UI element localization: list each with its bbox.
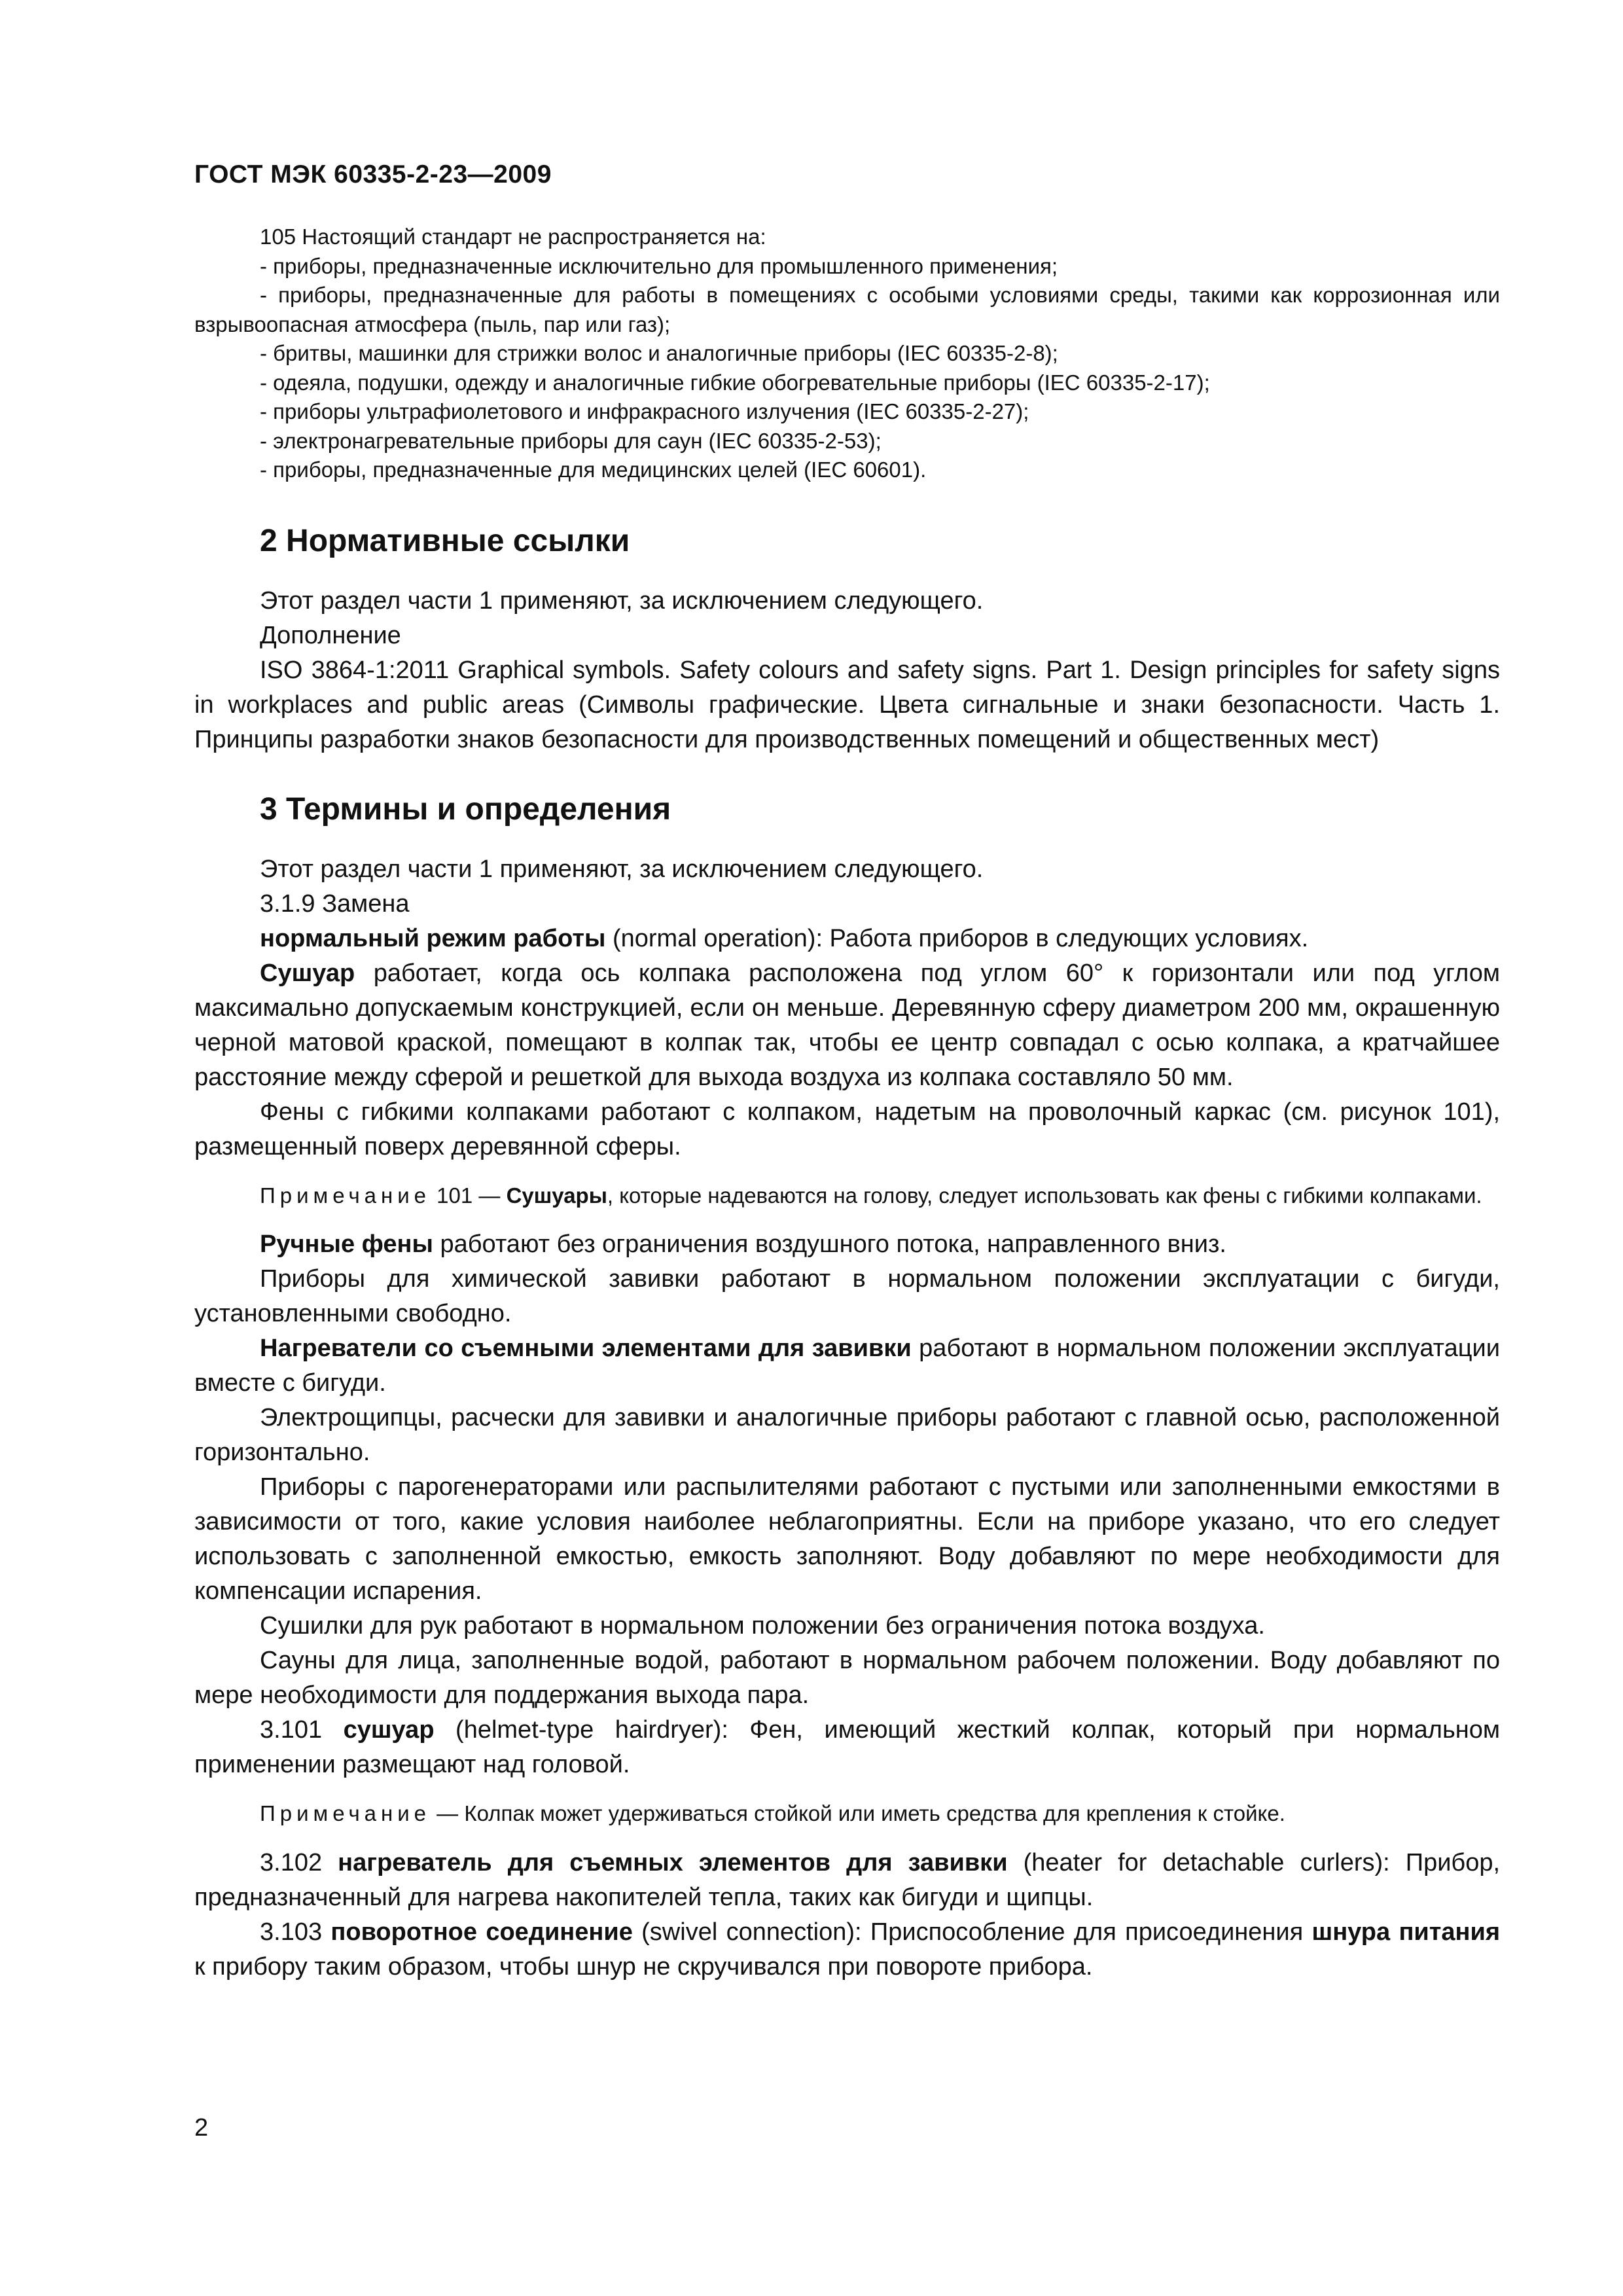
definition-3-101 — [194, 1713, 1500, 1782]
paragraph: Сушилки для рук работают в нормальном положении без ограничения потока воздуха. — [260, 1612, 1265, 1640]
paragraph: Фены с гибкими колпаками работают с колпаком, надетым на проволочный каркас (см. рисунок 101), размещенный поверх деревянной сферы. — [194, 1098, 1500, 1160]
note-text: , которые надеваются на голову, следует использовать как фены с гибкими колпаками. — [607, 1183, 1482, 1208]
paragraph: Сауны для лица, заполненные водой, работают в нормальном рабочем положении. Воду добавляют по мере необходимости для поддержания выхода пара. — [194, 1647, 1500, 1709]
definition-3-102 — [194, 1846, 1500, 1915]
document-content — [194, 223, 1500, 1984]
scope-line: - бритвы, машинки для стрижки волос и аналогичные приборы (IEC 60335-2-8); — [260, 341, 1058, 365]
scope-line: - одеяла, подушки, одежду и аналогичные гибкие обогревательные приборы (IEC 60335-2-17); — [260, 370, 1210, 395]
scope-line: - приборы ультрафиолетового и инфракрасного излучения (IEC 60335-2-27); — [260, 399, 1029, 423]
definition-number: 3.103 — [260, 1918, 331, 1946]
paragraph: Дополнение — [260, 621, 401, 649]
definition-3-103 — [194, 1915, 1500, 1984]
term-bold: поворотное соединение — [330, 1918, 633, 1946]
term-bold: Ручные фены — [260, 1230, 433, 1258]
paragraph: Этот раздел части 1 применяют, за исключением следующего. — [260, 855, 984, 883]
document-header: ГОСТ МЭК 60335-2-23—2009 — [194, 160, 552, 188]
term-text: работают в нормальном положении эксплуатации вместе с бигуди. — [194, 1335, 1500, 1397]
section-3-body — [194, 852, 1500, 1984]
note-101 — [194, 1181, 1500, 1211]
paragraph: ISO 3864-1:2011 Graphical symbols. Safety colours and safety signs. Part 1. Design principles for safety signs in workplaces and public areas (Символы графические. Цвета сигнальные и знаки безопасности. Часть 1. Принципы разработки знаков безопасности для производственных помещений и общественных мест) — [194, 656, 1500, 753]
page-number: 2 — [194, 2114, 209, 2142]
term-bold: шнура питания — [1311, 1918, 1501, 1946]
scope-line: - приборы, предназначенные для работы в помещениях с особыми условиями среды, такими как коррозионная или взрывоопасная атмосфера (пыль, пар или газ); — [194, 283, 1500, 336]
paragraph: 3.1.9 Замена — [260, 889, 410, 918]
section-2-heading: 2 Нормативные ссылки — [260, 523, 630, 558]
term-bold: сушуар — [343, 1716, 435, 1744]
note-bold: Сушуары — [506, 1183, 607, 1208]
section-2-body — [194, 584, 1500, 757]
note — [194, 1799, 1500, 1829]
term-bold: нормальный режим работы — [260, 924, 606, 952]
definition-number: 3.101 — [260, 1716, 344, 1744]
term-bold: Сушуар — [260, 959, 355, 987]
paragraph — [194, 956, 1500, 1095]
scope-list — [194, 223, 1500, 485]
term-text: работают без ограничения воздушного потока, направленного вниз. — [433, 1230, 1226, 1258]
section-3-heading: 3 Термины и определения — [260, 791, 671, 827]
paragraph: Приборы с парогенераторами или распылителями работают с пустыми или заполненными емкостями в зависимости от того, какие условия наиболее неблагоприятны. Если на приборе указано, что его следует использовать с заполненной емкостью, емкость заполняют. Воду добавляют по мере необходимости для компенсации испарения. — [194, 1473, 1500, 1605]
term-bold: Нагреватели со съемными элементами для завивки — [260, 1335, 912, 1362]
note-text: — Колпак может удерживаться стойкой или иметь средства для крепления к стойке. — [431, 1801, 1285, 1825]
note-number: 101 — — [431, 1183, 507, 1208]
paragraph: Приборы для химической завивки работают в нормальном положении эксплуатации с бигуди, установленными свободно. — [194, 1265, 1500, 1327]
note-label: Примечание — [260, 1801, 431, 1825]
paragraph — [194, 922, 1500, 956]
term-text: (normal operation): Работа приборов в следующих условиях. — [605, 924, 1309, 952]
paragraph: Этот раздел части 1 применяют, за исключением следующего. — [260, 586, 984, 615]
term-text: к прибору таким образом, чтобы шнур не скручивался при повороте прибора. — [194, 1952, 1093, 1981]
scope-line: - электронагревательные приборы для саун (IEC 60335-2-53); — [260, 428, 882, 453]
definition-number: 3.102 — [260, 1848, 338, 1876]
term-text: (helmet-type hairdryer): Фен, имеющий жесткий колпак, который при нормальном применении размещают над головой. — [194, 1716, 1500, 1778]
term-text: (heater for detachable curlers): Прибор, предназначенный для нагрева накопителей тепла, таких как бигуди и щипцы. — [194, 1848, 1501, 1911]
term-text: работает, когда ось колпака расположена под углом 60° к горизонтали или под углом максимально допускаемым конструкцией, если он меньше. Деревянную сферу диаметром 200 мм, окрашенную черной матовой краской, помещают в колпак так, чтобы ее центр совпадал с осью колпака, а кратчайшее расстояние между сферой и решеткой для выхода воздуха из колпака составляло 50 мм. — [194, 959, 1500, 1091]
paragraph — [194, 1331, 1500, 1401]
scope-line: - приборы, предназначенные для медицинских целей (IEC 60601). — [260, 457, 927, 482]
scope-line: 105 Настоящий стандарт не распространяется на: — [260, 224, 766, 249]
scope-line: - приборы, предназначенные исключительно для промышленного применения; — [260, 253, 1058, 278]
paragraph: Электрощипцы, расчески для завивки и аналогичные приборы работают с главной осью, расположенной горизонтально. — [194, 1404, 1500, 1466]
note-label: Примечание — [260, 1183, 431, 1208]
term-text: (swivel connection): Приспособление для присоединения — [632, 1918, 1312, 1946]
term-bold: нагреватель для съемных элементов для завивки — [338, 1848, 1008, 1876]
paragraph — [194, 1227, 1500, 1262]
